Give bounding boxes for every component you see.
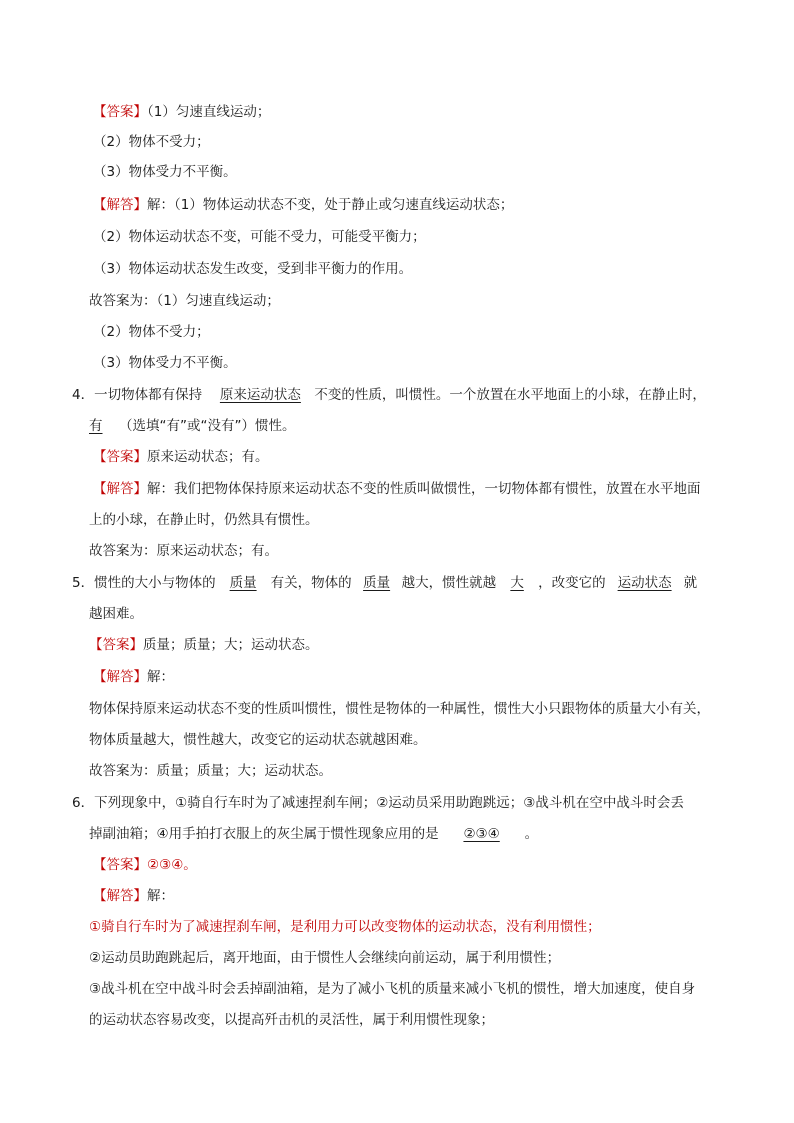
blank-answer: 运动状态 <box>617 575 672 591</box>
question-6 <box>72 794 684 812</box>
solution-text: 解： <box>147 669 174 685</box>
answer-line-1 <box>93 103 270 121</box>
answer-line-2: （2）物体不受力； <box>93 134 210 150</box>
blank-answer: 有 <box>89 418 103 434</box>
q6-solution-line-1: ①骑自行车时为了减速捏刹车闸，是利用力可以改变物体的运动状态，没有利用惯性； <box>89 919 601 935</box>
q4-solution-line-1 <box>93 480 701 498</box>
answer-tag: 【答案】 <box>93 449 147 465</box>
q5-final-answer: 故答案为：质量；质量；大；运动状态。 <box>89 763 332 779</box>
question-text: 下列现象中，①骑自行车时为了减速捏刹车闸；②运动员采用助跑跳远；③战斗机在空中战斗时会丢 <box>94 795 684 811</box>
q5-solution-line-2: 物体质量越大，惯性越大，改变它的运动状态就越困难。 <box>89 732 427 748</box>
answer-text: 质量；质量；大；运动状态。 <box>143 637 319 653</box>
question-5-cont: 越困难。 <box>89 606 143 622</box>
q6-answer-line <box>93 856 197 874</box>
question-text: 有关，物体的 <box>270 575 352 591</box>
blank-answer: 原来运动状态 <box>219 387 301 403</box>
answer-tag: 【答案】 <box>93 857 147 873</box>
answer-tag: 【答案】 <box>89 637 143 653</box>
q4-final-answer: 故答案为：原来运动状态；有。 <box>89 543 278 559</box>
question-text: 就 <box>683 575 698 591</box>
q5-solution-line-1: 物体保持原来运动状态不变的性质叫惯性，惯性是物体的一种属性，惯性大小只跟物体的质量大小有关， <box>89 701 710 717</box>
solution-line-1 <box>93 196 513 214</box>
blank-answer: 质量 <box>363 575 391 591</box>
q6-solution-line-2: ②运动员助跑跳起后，离开地面，由于惯性人会继续向前运动，属于利用惯性； <box>89 950 561 966</box>
question-4-cont <box>89 417 295 435</box>
answer-text: ②③④。 <box>147 857 197 873</box>
question-6-cont <box>89 825 538 843</box>
question-number: 6． <box>72 795 95 811</box>
question-4 <box>72 386 706 404</box>
question-text: ，改变它的 <box>538 575 606 591</box>
answer-text: （1）匀速直线运动； <box>147 104 271 120</box>
solution-text: 解：（1）物体运动状态不变，处于静止或匀速直线运动状态； <box>147 197 514 213</box>
q5-solution-head <box>93 668 174 686</box>
blank-answer: 质量 <box>229 575 257 591</box>
final-answer-line: 故答案为：（1）匀速直线运动； <box>89 293 280 309</box>
question-text: 不变的性质，叫惯性。一个放置在水平地面上的小球，在静止时， <box>314 387 706 403</box>
q4-answer-line <box>93 448 269 466</box>
answer-tag: 【答案】 <box>93 104 147 120</box>
solution-tag: 【解答】 <box>93 481 147 497</box>
question-text: 一切物体都有保持 <box>94 387 207 403</box>
question-text: 。 <box>524 826 539 842</box>
blank-answer: ②③④ <box>463 826 500 842</box>
question-number: 4． <box>72 387 95 403</box>
question-text: 掉副油箱；④用手拍打衣服上的灰尘属于惯性现象应用的是 <box>89 826 439 842</box>
question-text: （选填“有”或“没有”）惯性。 <box>119 418 296 434</box>
solution-tag: 【解答】 <box>93 197 147 213</box>
question-5 <box>72 574 697 592</box>
solution-tag: 【解答】 <box>93 669 147 685</box>
final-answer-line-3: （3）物体受力不平衡。 <box>93 355 237 371</box>
final-answer-line-2: （2）物体不受力； <box>93 324 210 340</box>
q6-solution-head <box>93 887 174 905</box>
q6-solution-line-3: ③战斗机在空中战斗时会丢掉副油箱，是为了减小飞机的质量来减小飞机的惯性，增大加速度，使自身 <box>89 981 696 997</box>
solution-line-2: （2）物体运动状态不变，可能不受力，可能受平衡力； <box>93 229 426 245</box>
solution-line-3: （3）物体运动状态发生改变，受到非平衡力的作用。 <box>93 261 413 277</box>
question-text: 越大，惯性就越 <box>401 575 497 591</box>
solution-tag: 【解答】 <box>93 888 147 904</box>
answer-text: 原来运动状态；有。 <box>147 449 269 465</box>
q5-answer-line <box>89 636 319 654</box>
blank-answer: 大 <box>510 575 524 591</box>
question-number: 5． <box>72 575 95 591</box>
q6-solution-line-4: 的运动状态容易改变，以提高歼击机的灵活性，属于利用惯性现象； <box>89 1012 494 1028</box>
q4-solution-line-2: 上的小球，在静止时，仍然具有惯性。 <box>89 512 319 528</box>
answer-line-3: （3）物体受力不平衡。 <box>93 164 237 180</box>
solution-text: 解： <box>147 888 174 904</box>
solution-text: 解：我们把物体保持原来运动状态不变的性质叫做惯性，一切物体都有惯性，放置在水平地面 <box>147 481 701 497</box>
question-text: 惯性的大小与物体的 <box>94 575 216 591</box>
